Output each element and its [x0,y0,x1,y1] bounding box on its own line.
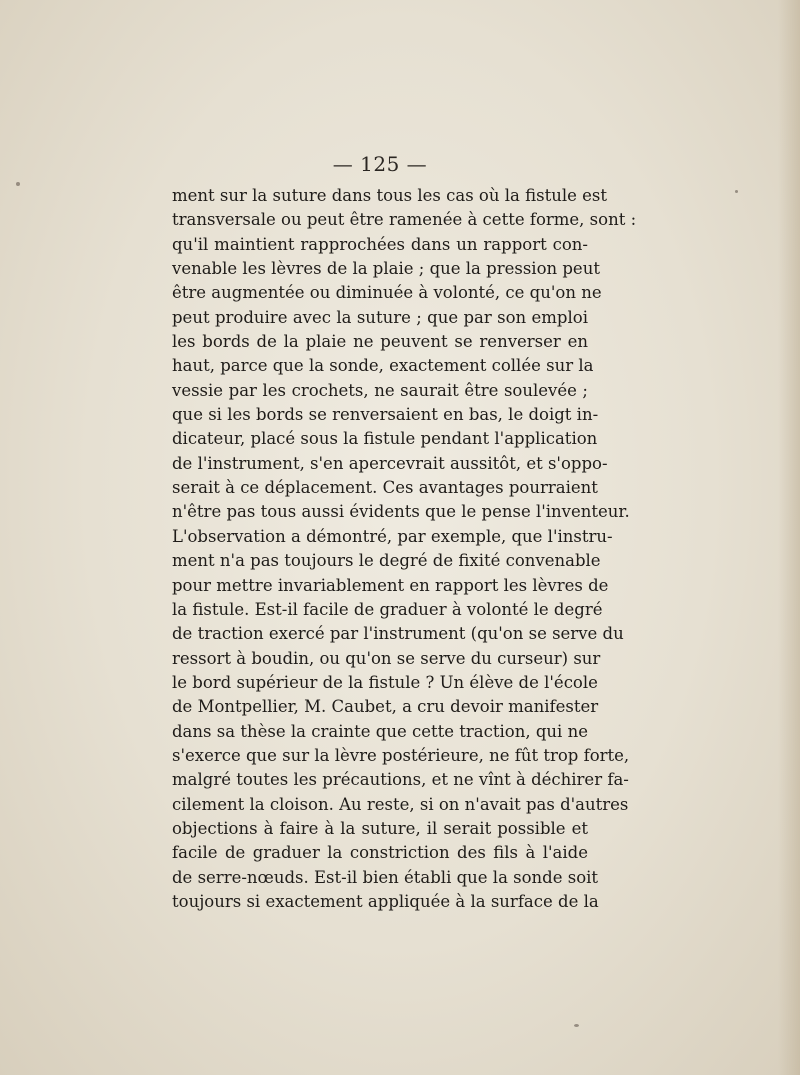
body-text [172,184,637,914]
paper-speck [735,190,738,193]
text-line-25: malgré toutes les précautions, et ne vînt à déchirer fa- [172,770,629,790]
text-line-26: cilement la cloison. Au reste, si on n'avait pas d'autres [172,794,629,814]
text-line-14: n'être pas tous aussi évidents que le pense l'inventeur. [172,502,630,522]
text-line-9: vessie par les crochets, ne saurait être soulevée ; [172,380,588,400]
page-edge-shadow [778,0,800,1075]
text-line-29: de serre-nœuds. Est-il bien établi que la sonde soit [172,867,599,887]
text-line-21: le bord supérieur de la fistule ? Un élève de l'école [172,672,598,692]
text-line-12: de l'instrument, s'en apercevrait aussitôt, et s'oppo- [172,453,608,473]
text-line-24: s'exerce que sur la lèvre postérieure, ne fût trop forte, [172,745,630,765]
text-line-19: de traction exercé par l'instrument (qu'on se serve du [172,624,624,644]
text-line-7: les bords de la plaie ne peuvent se renverser en [172,332,588,352]
text-line-16: ment n'a pas toujours le degré de fixité convenable [172,551,601,571]
paper-speck [16,182,20,186]
text-line-18: la fistule. Est-il facile de graduer à volonté le degré [172,599,603,619]
text-line-5: être augmentée ou diminuée à volonté, ce qu'on ne [172,283,602,303]
text-line-4: venable les lèvres de la plaie ; que la pression peut [172,259,600,279]
text-line-1: ment sur la suture dans tous les cas où la fistule est [172,186,607,205]
text-line-22: de Montpellier, M. Caubet, a cru devoir manifester [172,697,599,717]
paper-speck [574,1024,579,1027]
text-line-8: haut, parce que la sonde, exactement collée sur la [172,356,594,376]
page-number: — 125 — [332,152,428,176]
text-line-30: toujours si exactement appliquée à la surface de la [172,891,599,911]
text-line-27: objections à faire à la suture, il serait possible et [172,818,588,838]
text-line-13: serait à ce déplacement. Ces avantages pourraient [172,478,598,498]
text-line-2: transversale ou peut être ramenée à cette forme, sont : [172,210,637,230]
text-line-15: L'observation a démontré, par exemple, que l'instru- [172,526,613,546]
text-line-28: facile de graduer la constriction des fils à l'aide [172,843,588,863]
text-line-3: qu'il maintient rapprochées dans un rapport con- [172,234,588,254]
text-line-6: peut produire avec la suture ; que par son emploi [172,307,588,327]
text-line-17: pour mettre invariablement en rapport les lèvres de [172,575,609,595]
text-line-10: que si les bords se renversaient en bas, le doigt in- [172,405,599,425]
text-line-20: ressort à boudin, ou qu'on se serve du curseur) sur [172,648,601,668]
text-line-23: dans sa thèse la crainte que cette traction, qui ne [172,721,588,741]
text-line-11: dicateur, placé sous la fistule pendant l'application [172,429,598,449]
